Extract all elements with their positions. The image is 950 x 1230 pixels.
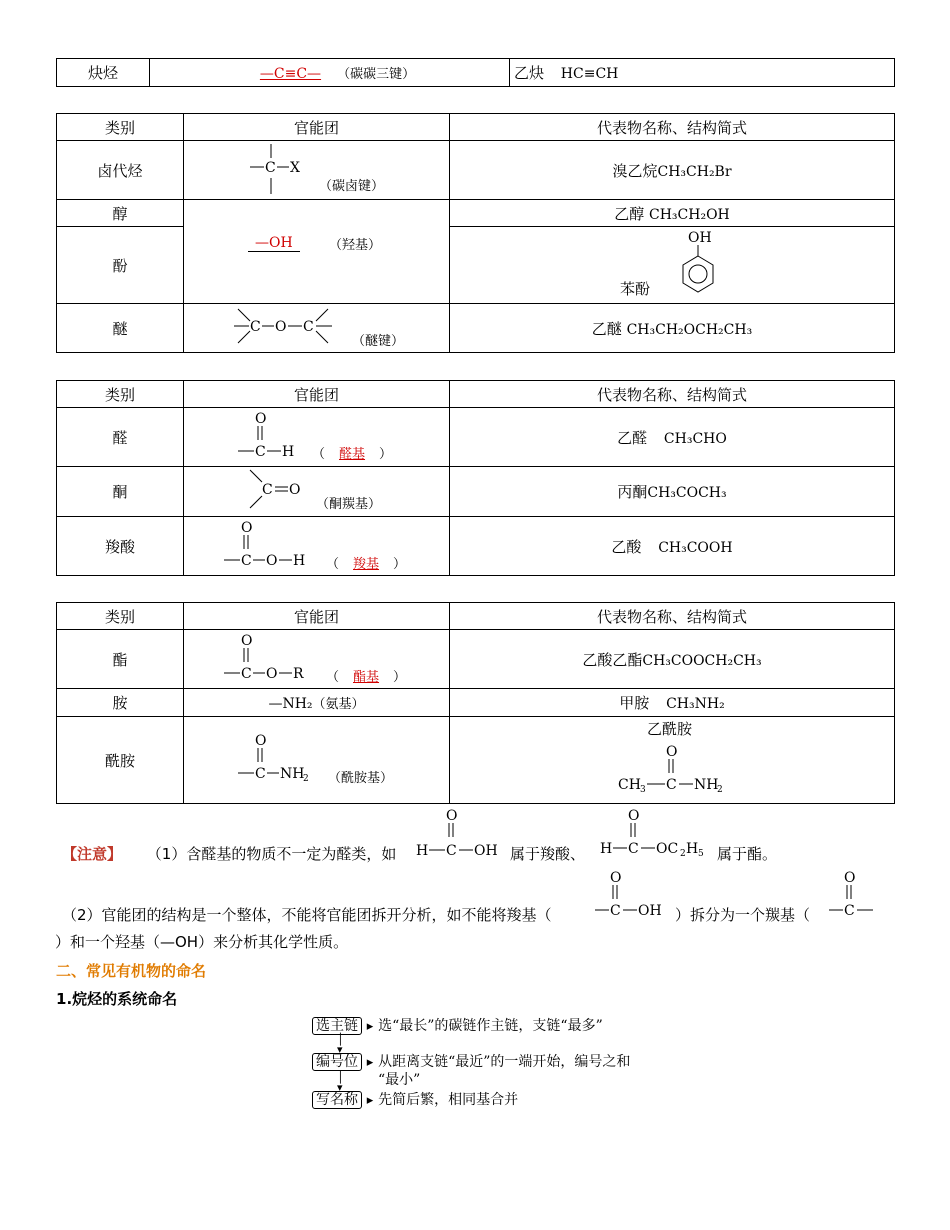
flow-step-3-text: 先简后繁，相同基合并 (378, 1092, 519, 1108)
carboxyl-functional-group (184, 517, 450, 576)
svg-text:C: C (844, 903, 855, 919)
header-representative: 代表物名称、结构简式 (450, 114, 895, 141)
aldehyde-category: 醛 (57, 408, 184, 467)
phenol-rep-name: 苯酚 (620, 280, 651, 298)
aldehyde-group-structure (236, 409, 316, 465)
svg-text:H: H (282, 444, 295, 460)
halo-category: 卤代烃 (57, 141, 184, 200)
flow-step-2-text-line-2: “最小” (378, 1072, 421, 1088)
note-p2-text-b: ）拆分为一个羰基（ (675, 906, 811, 924)
header-functional-group-2: 官能团 (184, 381, 450, 408)
svg-text:C: C (610, 903, 621, 919)
amine-representative (450, 689, 895, 717)
ester-group-structure (222, 631, 322, 687)
ether-rep-name: 乙醚 (591, 319, 622, 338)
ketone-category: 酮 (57, 467, 184, 517)
header-category-3: 类别 (57, 603, 184, 630)
svg-text:O: O (255, 733, 267, 749)
flow-step-2 (312, 1051, 630, 1071)
flow-step-1 (312, 1015, 603, 1035)
flow-step-1-box: 选主链 (312, 1017, 362, 1035)
svg-text:R: R (293, 666, 304, 682)
ketone-fg-name: （酮羰基） (316, 497, 382, 512)
section-subheading-text: .烷烃的系统命名 (66, 990, 178, 1008)
ketone-rep-name: 丙酮 (617, 483, 648, 501)
svg-text:5: 5 (698, 849, 704, 859)
ethyl-formate-structure (598, 806, 713, 862)
svg-text:H: H (686, 841, 699, 857)
svg-text:H: H (416, 843, 429, 859)
hydroxyl-fg-name: （羟基） (329, 238, 382, 253)
svg-text:O: O (289, 482, 301, 498)
ketone-functional-group (184, 467, 450, 517)
svg-text:C: C (241, 666, 252, 682)
phenol-representative (450, 227, 895, 304)
arrow-down-icon: │ ▾ (337, 1033, 344, 1056)
halo-rep-name: 溴乙烷 (612, 161, 658, 180)
amine-functional-group (184, 689, 450, 717)
alcohol-rep-name: 乙醇 (614, 204, 645, 223)
alkyne-fg-name: （碳碳三键） (337, 67, 416, 82)
alkyne-category: 炔烃 (57, 59, 150, 87)
svg-text:C: C (666, 777, 677, 793)
functional-group-table-1 (56, 113, 895, 353)
section-subheading-num: 1 (56, 990, 67, 1008)
halo-functional-group (184, 141, 450, 200)
benzene-ring-structure (672, 228, 732, 302)
header-functional-group-3: 官能团 (184, 603, 450, 630)
svg-text:NH: NH (694, 777, 719, 793)
alkyne-functional-group (150, 59, 510, 87)
svg-text:C: C (628, 841, 639, 857)
note-paragraph-1 (62, 843, 396, 864)
svg-text:2: 2 (303, 774, 309, 784)
svg-text:O: O (266, 553, 278, 569)
phenol-oh-label: OH (688, 230, 712, 246)
arrow-right-icon: ▸ (366, 1019, 374, 1034)
svg-text:2: 2 (680, 849, 686, 859)
amide-category: 酰胺 (57, 717, 184, 804)
ester-fg-name: 酯基 (353, 670, 380, 685)
functional-group-table-3 (56, 602, 895, 804)
aldehyde-rep-name: 乙醛 (617, 428, 648, 447)
alkyne-table (56, 58, 895, 87)
flow-step-3 (312, 1089, 518, 1109)
amine-fg-name: （氨基） (312, 697, 365, 712)
carboxyl-fg-name: 羧基 (353, 557, 380, 572)
svg-text:3: 3 (640, 785, 646, 795)
acetamide-structure (614, 742, 744, 802)
aldehyde-representative (450, 408, 895, 467)
amide-functional-group (184, 717, 450, 804)
acid-rep-name: 乙酸 (611, 537, 642, 556)
header-representative-3: 代表物名称、结构简式 (450, 603, 895, 630)
note-p2-text-c: ）和一个羟基（—OH）来分析其化学性质。 (55, 933, 349, 951)
svg-text:OH: OH (638, 903, 662, 919)
note-label: 【注意】 (62, 845, 123, 863)
ester-rep-formula: CH₃COOCH₂CH₃ (642, 652, 762, 669)
svg-text:O: O (666, 744, 678, 760)
ketone-rep-formula: CH₃COCH₃ (647, 485, 727, 501)
arrow-down-icon: │ ▾ (337, 1071, 344, 1094)
svg-text:X: X (290, 160, 300, 176)
svg-text:C: C (241, 553, 252, 569)
ketone-carbonyl-structure (246, 468, 326, 516)
aldehyde-fg-name-wrapper: （ 醛基 ） (312, 447, 393, 462)
hydroxyl-functional-group (184, 200, 450, 304)
alcohol-category: 醇 (57, 200, 184, 227)
svg-text:O: O (610, 870, 622, 886)
header-category-2: 类别 (57, 381, 184, 408)
amine-category: 胺 (57, 689, 184, 717)
aldehyde-functional-group (184, 408, 450, 467)
halo-rep-formula: CH₃CH₂Br (657, 163, 732, 180)
note-p1-text-c: 属于酯。 (717, 845, 778, 863)
svg-text:NH: NH (280, 766, 305, 782)
svg-text:OH: OH (474, 843, 498, 859)
acid-rep-formula: CH₃COOH (658, 539, 733, 556)
section-subheading (56, 988, 177, 1009)
svg-text:CH: CH (618, 777, 641, 793)
ester-fg-name-wrapper: （ 酯基 ） (326, 670, 407, 685)
arrow-right-icon: ▸ (366, 1055, 374, 1070)
amide-group-structure (236, 731, 326, 791)
ether-representative (450, 304, 895, 353)
svg-text:C: C (262, 482, 273, 498)
svg-text:H: H (600, 841, 613, 857)
functional-group-table-2 (56, 380, 895, 576)
flow-step-3-box: 写名称 (312, 1091, 362, 1109)
halo-representative (450, 141, 895, 200)
alkyne-fg-formula: —C≡C— (259, 66, 322, 82)
hydroxyl-fg-formula: —OH (248, 235, 300, 252)
svg-text:H: H (293, 553, 306, 569)
amide-representative (450, 717, 895, 804)
svg-text:OC: OC (656, 841, 679, 857)
arrow-right-icon: ▸ (366, 1093, 374, 1108)
carboxyl-group-structure (222, 518, 322, 574)
formic-acid-structure (413, 806, 508, 862)
ether-fg-name: （醚键） (352, 334, 405, 349)
svg-text:C: C (250, 319, 261, 335)
svg-text:O: O (275, 319, 287, 335)
alcohol-rep-formula: CH₃CH₂OH (649, 206, 730, 223)
alcohol-representative (450, 200, 895, 227)
header-category: 类别 (57, 114, 184, 141)
ester-rep-name: 乙酸乙酯 (582, 650, 643, 669)
svg-text:O: O (255, 411, 267, 427)
halo-fg-name: （碳卤键） (319, 179, 385, 194)
svg-text:C: C (303, 319, 314, 335)
svg-text:C: C (255, 766, 266, 782)
note-p1-text-a: （1）含醛基的物质不一定为醛类，如 (146, 845, 397, 863)
svg-text:O: O (241, 520, 253, 536)
aldehyde-rep-formula: CH₃CHO (663, 430, 727, 447)
phenol-category: 酚 (57, 227, 184, 304)
alkyne-representative (510, 59, 895, 87)
svg-text:C: C (446, 843, 457, 859)
acid-category: 羧酸 (57, 517, 184, 576)
ketone-representative (450, 467, 895, 517)
alkyne-rep-name: 乙炔 (514, 64, 545, 82)
amine-rep-name: 甲胺 (619, 694, 650, 712)
carboxyl-inline-structure (593, 868, 678, 924)
note-p1-text-b: 属于羧酸、 (510, 845, 586, 863)
svg-text:O: O (241, 633, 253, 649)
amine-fg-formula: —NH₂ (268, 696, 313, 712)
ester-representative (450, 630, 895, 689)
amine-rep-formula: CH₃NH₂ (666, 696, 725, 712)
ether-functional-group (184, 304, 450, 353)
amide-rep-name: 乙酰胺 (647, 720, 693, 738)
ether-category: 醚 (57, 304, 184, 353)
ether-rep-formula: CH₃CH₂OCH₂CH₃ (626, 321, 753, 338)
svg-text:2: 2 (717, 785, 723, 795)
ester-category: 酯 (57, 630, 184, 689)
flow-step-1-text: 选“最长”的碳链作主链，支链“最多” (378, 1018, 603, 1034)
aldehyde-fg-name: 醛基 (339, 447, 366, 462)
svg-text:O: O (446, 808, 458, 824)
svg-text:O: O (628, 808, 640, 824)
carboxyl-fg-name-wrapper: （ 羧基 ） (326, 557, 407, 572)
ether-bond-structure (232, 305, 342, 351)
acid-representative (450, 517, 895, 576)
flow-step-2-text-line-1: 从距离支链“最近”的一端开始，编号之和 (378, 1054, 631, 1070)
header-representative-2: 代表物名称、结构简式 (450, 381, 895, 408)
svg-text:O: O (266, 666, 278, 682)
note-p2-text-a: （2）官能团的结构是一个整体，不能将官能团拆开分析，如不能将羧基（ (62, 906, 552, 924)
header-functional-group: 官能团 (184, 114, 450, 141)
section-heading: 二、常见有机物的命名 (56, 962, 207, 980)
alkyne-rep-formula: HC≡CH (560, 66, 619, 82)
flow-step-2-box: 编号位 (312, 1053, 362, 1071)
svg-text:O: O (844, 870, 856, 886)
carbonyl-inline-structure (827, 868, 877, 924)
ester-functional-group (184, 630, 450, 689)
svg-text:C: C (265, 160, 276, 176)
svg-text:C: C (255, 444, 266, 460)
amide-fg-name: （酰胺基） (328, 771, 394, 786)
